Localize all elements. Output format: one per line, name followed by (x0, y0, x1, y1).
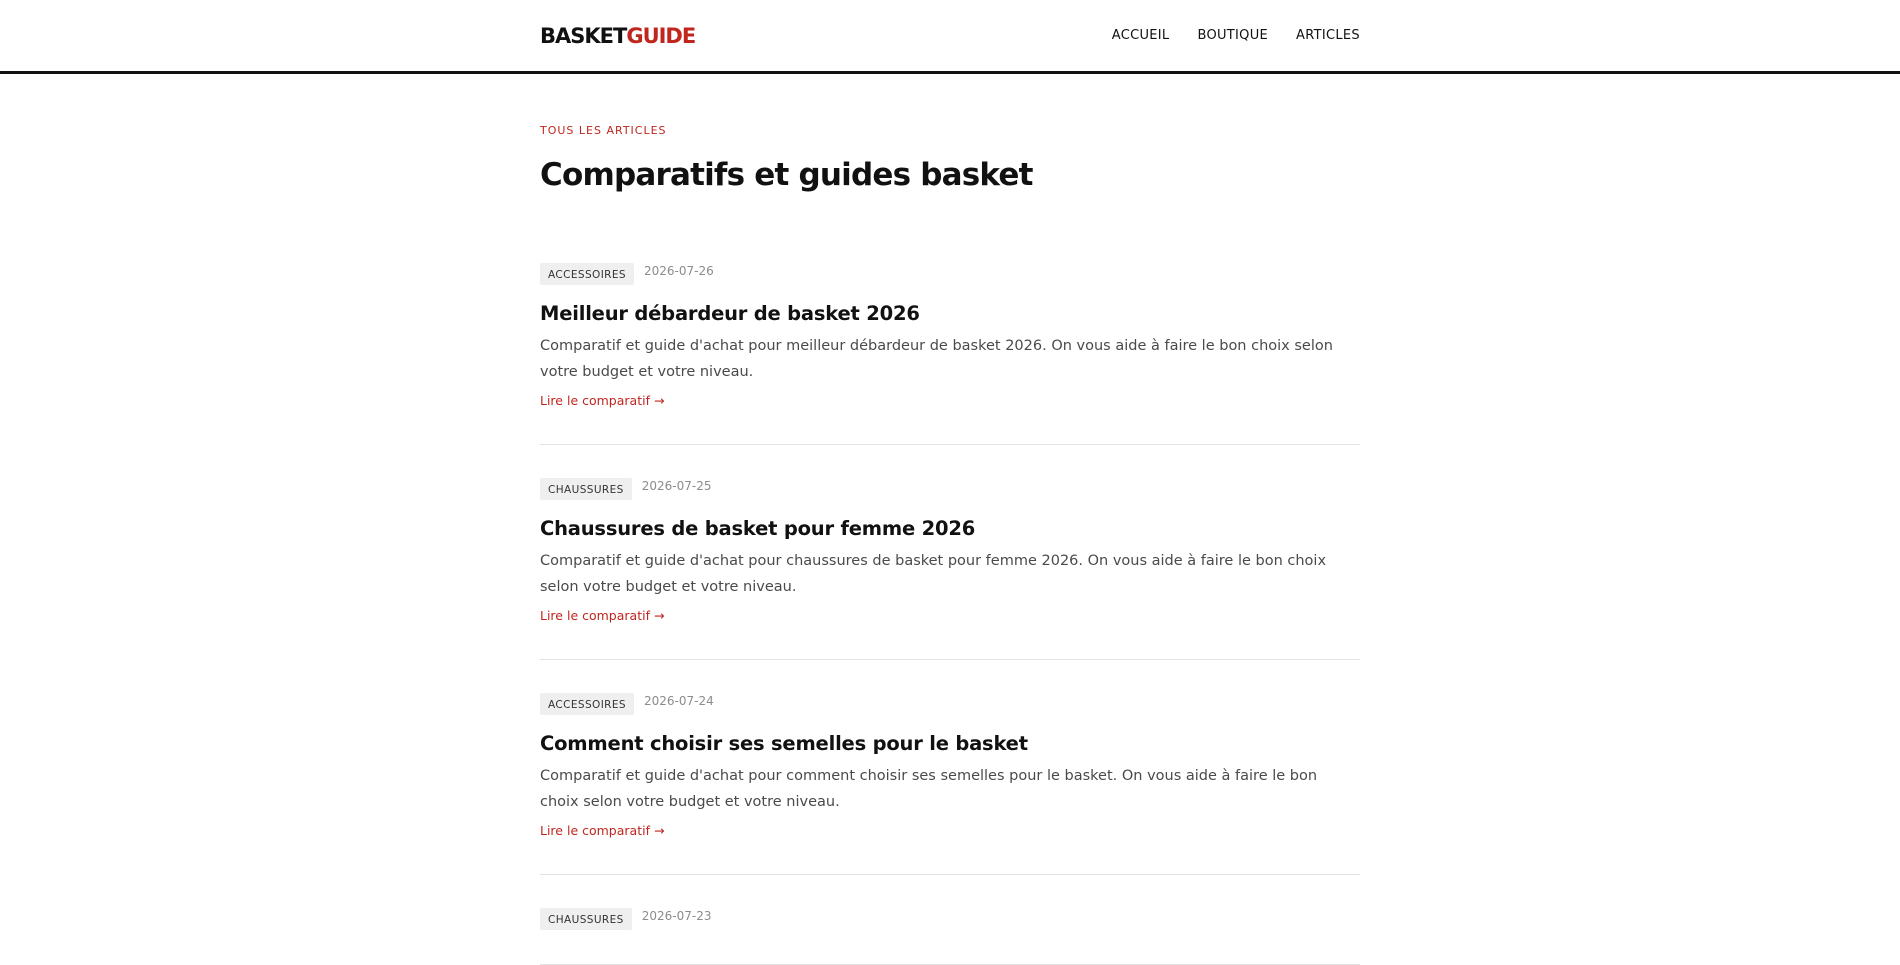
article-card (540, 693, 1360, 875)
article-date: 2026-07-23 (641, 909, 712, 923)
logo[interactable] (540, 24, 695, 48)
category-tag[interactable]: CHAUSSURES (540, 478, 632, 500)
article-excerpt: Comparatif et guide d'achat pour meilleur débardeur de basket 2026. On vous aide à faire le bon choix selon votre budget et votre niveau. (540, 338, 1333, 380)
site-header (0, 0, 1900, 74)
main-content (540, 74, 1360, 965)
nav-accueil[interactable]: ACCUEIL (1111, 28, 1170, 43)
article-card (540, 478, 1360, 660)
article-title[interactable]: Comment choisir ses semelles pour le basket (540, 732, 1028, 755)
article-date: 2026-07-24 (643, 694, 714, 708)
nav-boutique[interactable]: BOUTIQUE (1197, 28, 1269, 43)
article-meta (540, 263, 1360, 285)
category-tag[interactable]: ACCESSOIRES (540, 693, 634, 715)
main-nav (1112, 28, 1360, 43)
read-more-link[interactable]: Lire le comparatif → (540, 608, 665, 623)
category-tag[interactable]: ACCESSOIRES (540, 263, 634, 285)
article-meta (540, 478, 1360, 500)
read-more-link[interactable]: Lire le comparatif → (540, 393, 665, 408)
article-date: 2026-07-25 (641, 479, 712, 493)
read-more-link[interactable]: Lire le comparatif → (540, 823, 665, 838)
article-excerpt: Comparatif et guide d'achat pour chaussures de basket pour femme 2026. On vous aide à faire le bon choix selon votre budget et votre niveau. (540, 553, 1327, 595)
article-card (540, 263, 1360, 445)
article-excerpt: Comparatif et guide d'achat pour comment choisir ses semelles pour le basket. On vous aide à faire le bon choix selon votre budget et votre niveau. (540, 768, 1318, 810)
header-inner (540, 0, 1360, 71)
page-title: Comparatifs et guides basket (540, 157, 1033, 193)
section-eyebrow: TOUS LES ARTICLES (540, 124, 667, 137)
category-tag[interactable]: CHAUSSURES (540, 908, 632, 930)
article-meta (540, 908, 1360, 930)
article-meta (540, 693, 1360, 715)
logo-part-guide: GUIDE (626, 23, 696, 48)
article-title[interactable]: Chaussures de basket pour femme 2026 (540, 517, 976, 540)
article-date: 2026-07-26 (643, 264, 714, 278)
logo-part-basket: BASKET (540, 23, 627, 48)
article-title[interactable]: Meilleur débardeur de basket 2026 (540, 302, 920, 325)
article-card (540, 908, 1360, 965)
nav-articles[interactable]: ARTICLES (1296, 28, 1360, 43)
